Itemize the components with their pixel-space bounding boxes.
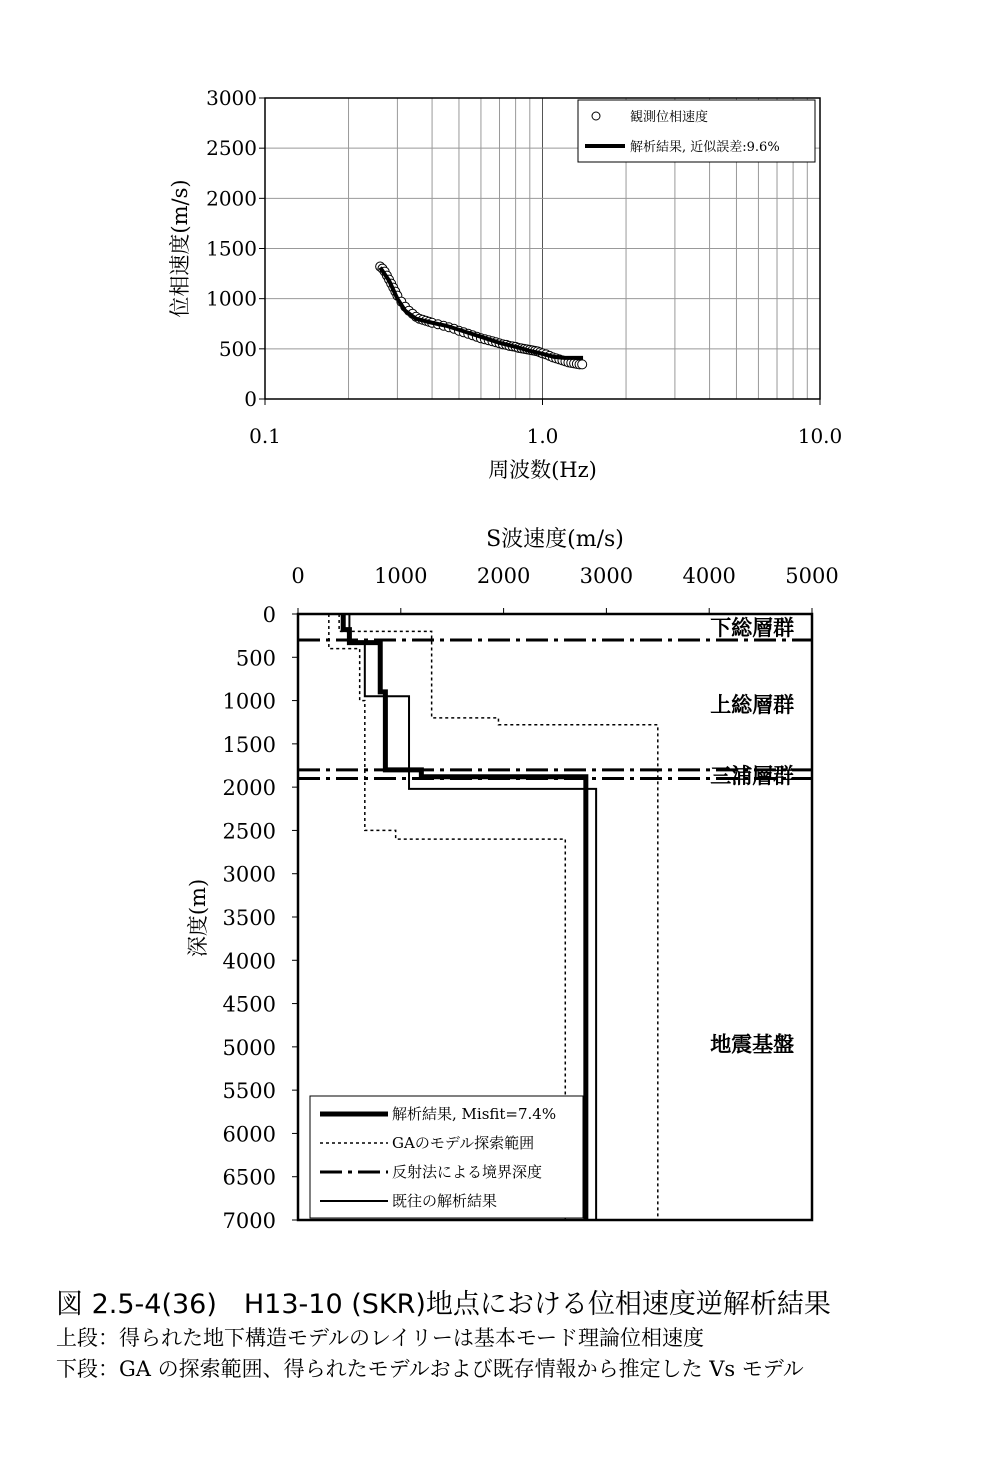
layer-label: 下総層群 bbox=[710, 615, 795, 640]
legend-label: GAのモデル探索範囲 bbox=[392, 1134, 535, 1152]
legend-label-fit: 解析結果, 近似誤差:9.6% bbox=[630, 140, 780, 155]
observed-point bbox=[578, 360, 587, 369]
x-tick-label: 0.1 bbox=[249, 424, 281, 448]
y-tick-label: 7000 bbox=[222, 1209, 276, 1233]
legend-label-observed: 観測位相速度 bbox=[630, 110, 709, 125]
y-tick-label: 3000 bbox=[222, 862, 276, 887]
y-tick-label: 0 bbox=[244, 387, 257, 411]
legend-label: 解析結果, Misfit=7.4% bbox=[392, 1105, 557, 1123]
fit-line bbox=[380, 268, 583, 358]
layer-label: 三浦層群 bbox=[710, 764, 795, 789]
x-axis-label: 周波数(Hz) bbox=[488, 458, 597, 482]
x-tick-label: 5000 bbox=[785, 564, 839, 588]
y-tick-label: 500 bbox=[235, 646, 276, 671]
layer-label: 地震基盤 bbox=[710, 1032, 795, 1057]
y-tick-label: 6500 bbox=[222, 1165, 276, 1190]
x-tick-label: 3000 bbox=[579, 564, 634, 588]
figure-caption-title: 図 2.5-4(36) H13-10 (SKR)地点における位相速度逆解析結果 bbox=[56, 1289, 831, 1320]
legend-label: 既往の解析結果 bbox=[392, 1192, 498, 1210]
x-tick-label: 1.0 bbox=[526, 424, 559, 448]
y-tick-label: 0 bbox=[262, 603, 276, 627]
x-axis-label: S波速度(m/s) bbox=[486, 527, 624, 552]
y-tick-label: 3500 bbox=[222, 906, 276, 930]
legend bbox=[310, 1096, 583, 1218]
x-tick-label: 1000 bbox=[374, 564, 428, 588]
figure-caption-lower: 下段：GA の探索範囲、得られたモデルおよび既存情報から推定した Vs モデル bbox=[56, 1357, 804, 1381]
y-tick-label: 2000 bbox=[222, 776, 276, 801]
legend-label: 反射法による境界深度 bbox=[392, 1163, 543, 1181]
x-tick-label: 4000 bbox=[682, 564, 736, 588]
y-tick-label: 2500 bbox=[206, 136, 257, 161]
legend bbox=[578, 100, 815, 162]
y-axis-label: 位相速度(m/s) bbox=[168, 179, 192, 318]
y-tick-label: 5000 bbox=[222, 1035, 276, 1060]
y-tick-label: 4000 bbox=[222, 949, 276, 974]
y-tick-label: 1500 bbox=[222, 732, 276, 757]
layer-label: 上総層群 bbox=[710, 693, 795, 718]
y-tick-label: 1500 bbox=[206, 236, 257, 261]
y-axis-label: 深度(m) bbox=[186, 878, 210, 958]
x-tick-label: 10.0 bbox=[797, 424, 843, 448]
y-tick-label: 2000 bbox=[206, 186, 257, 211]
phase-velocity-chart bbox=[168, 86, 842, 482]
y-tick-label: 5500 bbox=[222, 1079, 276, 1104]
y-tick-label: 4500 bbox=[222, 992, 276, 1017]
y-tick-label: 1000 bbox=[206, 286, 257, 311]
legend-marker-observed bbox=[592, 112, 600, 120]
y-tick-label: 2500 bbox=[222, 819, 276, 844]
figure-caption-upper: 上段：得られた地下構造モデルのレイリーは基本モード理論位相速度 bbox=[56, 1326, 705, 1350]
x-tick-label: 2000 bbox=[476, 564, 531, 588]
y-tick-label: 3000 bbox=[206, 86, 257, 110]
y-tick-label: 1000 bbox=[222, 689, 276, 714]
s-wave-velocity-profile-chart bbox=[186, 527, 839, 1233]
y-tick-label: 500 bbox=[218, 336, 257, 361]
x-tick-label: 0 bbox=[291, 564, 305, 588]
y-tick-label: 6000 bbox=[222, 1122, 276, 1147]
